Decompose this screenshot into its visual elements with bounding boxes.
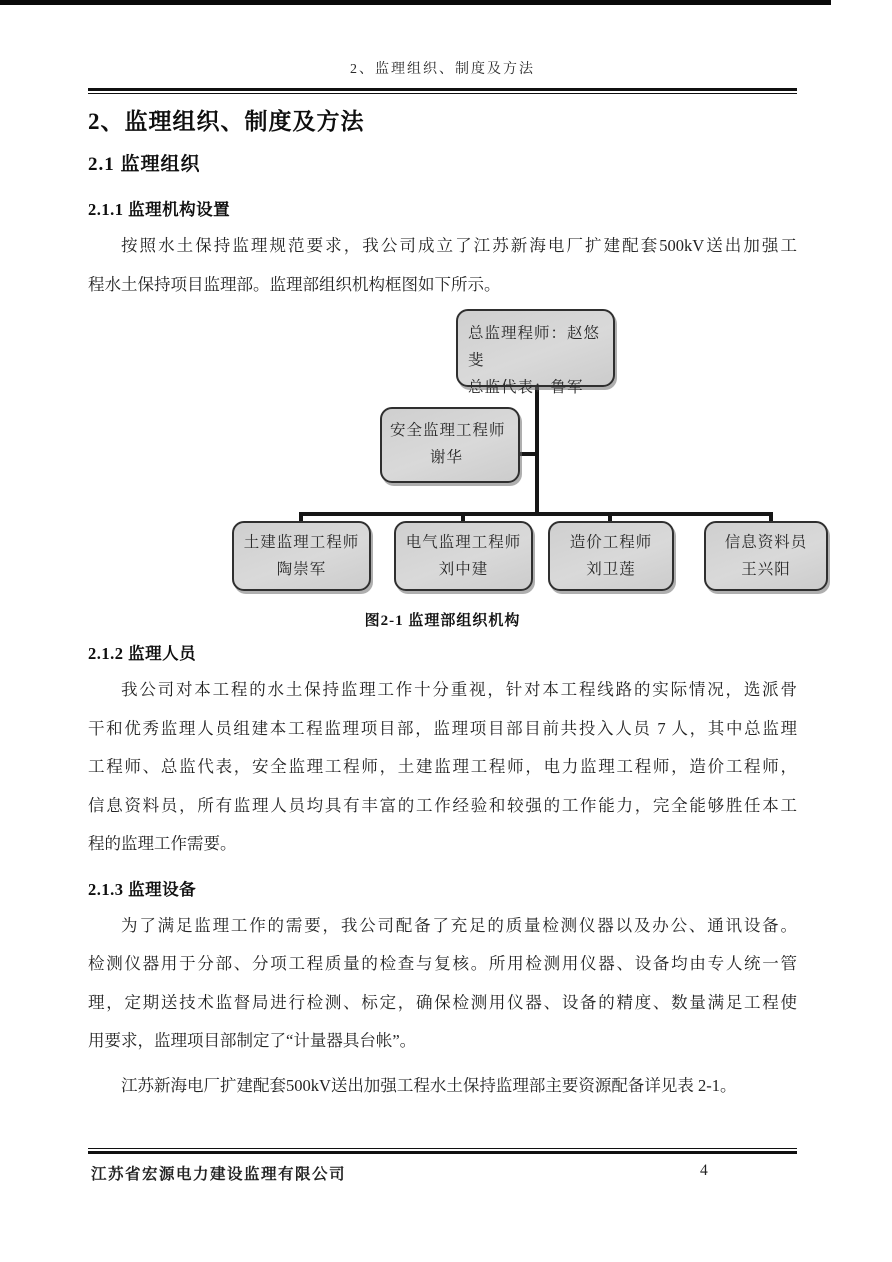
chapter-title: 2、监理组织、制度及方法 bbox=[88, 109, 365, 134]
paragraph-line: 程的监理工作需要。 bbox=[88, 834, 237, 853]
paragraph-line: 工程师、总监代表，安全监理工程师，土建监理工程师，电力监理工程师，造价工程师， bbox=[88, 757, 797, 776]
footer-company-name: 江苏省宏源电力建设监理有限公司 bbox=[91, 1166, 347, 1183]
section-title-2-1: 2.1 监理组织 bbox=[88, 154, 201, 175]
org-node-role: 安全监理工程师 bbox=[390, 422, 506, 439]
subsection-title-2-1-1: 2.1.1 监理机构设置 bbox=[88, 200, 231, 219]
paragraph-line: 我公司对本工程的水土保持监理工作十分重视，针对本工程线路的实际情况，选派骨 bbox=[121, 680, 797, 699]
subsection-title-2-1-2: 2.1.2 监理人员 bbox=[88, 644, 197, 663]
paragraph-2-1-3b bbox=[88, 1067, 797, 1106]
paragraph-line: 用要求，监理项目部制定了“计量器具台帐”。 bbox=[88, 1031, 417, 1050]
org-node-electrical-engineer bbox=[394, 521, 533, 591]
footer-divider bbox=[88, 1148, 797, 1154]
org-node-person: 王兴阳 bbox=[741, 561, 791, 578]
paragraph-line: 干和优秀监理人员组建本工程监理项目部，监理项目部目前共投入人员 7 人，其中总监理 bbox=[88, 718, 797, 738]
org-node-person: 陶崇军 bbox=[276, 561, 327, 578]
org-connector-safety bbox=[520, 452, 539, 456]
org-node-safety-engineer bbox=[380, 407, 520, 483]
org-node-civil-engineer bbox=[232, 521, 371, 591]
subsection-title-2-1-3: 2.1.3 监理设备 bbox=[88, 879, 197, 899]
org-node-information-clerk bbox=[704, 521, 828, 591]
org-node-role: 电气监理工程师 bbox=[405, 534, 522, 551]
paragraph-line: 江苏新海电厂扩建配套500kV送出加强工程水土保持监理部主要资源配备详见表 2-1。 bbox=[121, 1075, 737, 1095]
org-node-role: 土建监理工程师 bbox=[243, 534, 360, 551]
org-node-role: 信息资料员 bbox=[724, 534, 808, 551]
org-node-chief-engineer bbox=[456, 309, 615, 396]
paragraph-2-1-1 bbox=[88, 227, 797, 304]
page-number: 4 bbox=[700, 1162, 708, 1179]
org-node-person: 总监代表：鲁军 bbox=[468, 379, 584, 396]
document-page bbox=[88, 0, 808, 1105]
org-connector-bus bbox=[299, 512, 773, 516]
paragraph-2-1-3 bbox=[88, 907, 797, 1061]
page-footer bbox=[88, 1148, 797, 1186]
paragraph-line: 程水土保持项目监理部。监理部组织机构框图如下所示。 bbox=[88, 274, 501, 294]
org-node-role: 总监理程师：赵悠斐 bbox=[468, 325, 601, 369]
figure-caption: 图2-1 监理部组织机构 bbox=[364, 613, 521, 629]
paragraph-line: 为了满足监理工作的需要，我公司配备了充足的质量检测仪器以及办公、通讯设备。 bbox=[121, 915, 797, 935]
org-node-cost-engineer bbox=[548, 521, 674, 591]
org-node-person: 谢华 bbox=[430, 449, 464, 466]
running-header: 2、监理组织、制度及方法 bbox=[350, 62, 535, 77]
org-node-role: 造价工程师 bbox=[569, 534, 653, 551]
paragraph-line: 检测仪器用于分部、分项工程质量的检查与复核。所用检测用仪器、设备均由专人统一管 bbox=[88, 954, 797, 973]
org-chart bbox=[68, 304, 828, 604]
paragraph-line: 理，定期送技术监督局进行检测、标定，确保检测用仪器、设备的精度、数量满足工程使 bbox=[88, 992, 797, 1012]
org-node-person: 刘卫莲 bbox=[586, 561, 636, 578]
paragraph-line: 按照水土保持监理规范要求，我公司成立了江苏新海电厂扩建配套500kV送出加强工 bbox=[121, 236, 797, 255]
paragraph-line: 信息资料员，所有监理人员均具有丰富的工作经验和较强的工作能力，完全能够胜任本工 bbox=[88, 795, 797, 815]
header-divider bbox=[88, 88, 797, 94]
paragraph-2-1-2 bbox=[88, 671, 797, 864]
org-node-person: 刘中建 bbox=[438, 561, 489, 578]
